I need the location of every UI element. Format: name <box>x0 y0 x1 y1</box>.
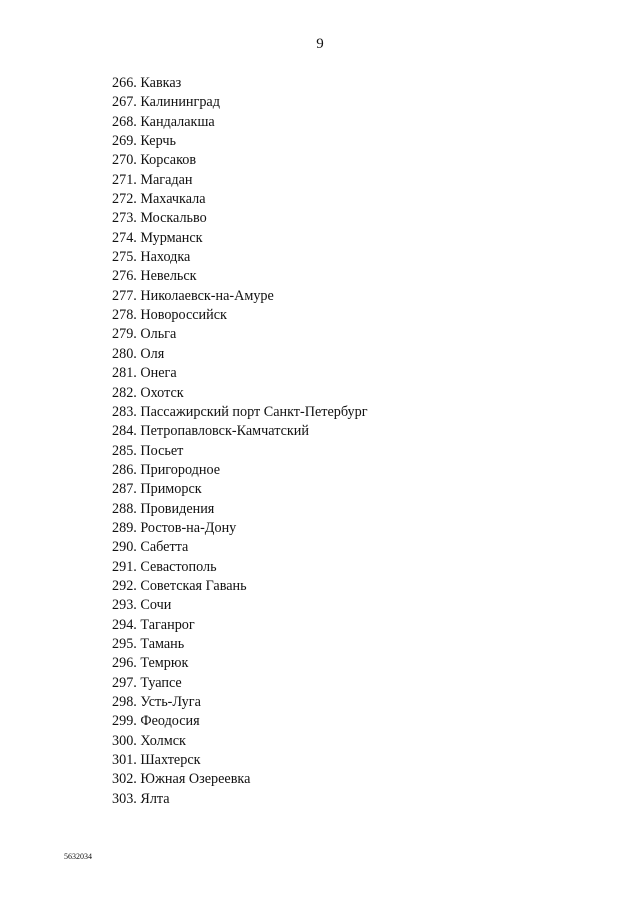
list-item <box>112 558 368 577</box>
item-number: 274. <box>112 229 137 246</box>
list-item <box>112 712 368 731</box>
item-number: 267. <box>112 94 137 111</box>
item-number: 292. <box>112 577 137 594</box>
item-number: 275. <box>112 249 137 266</box>
item-number: 279. <box>112 326 137 343</box>
list-item <box>112 635 368 654</box>
list-item <box>112 674 368 693</box>
list-item <box>112 577 368 596</box>
item-number: 273. <box>112 210 137 227</box>
list-item <box>112 461 368 480</box>
item-number: 271. <box>112 171 137 188</box>
list-item <box>112 596 368 615</box>
item-name: Петропавловск-Камчатский <box>140 423 309 440</box>
list-item <box>112 287 368 306</box>
list-item <box>112 654 368 673</box>
list-item <box>112 732 368 751</box>
item-number: 282. <box>112 384 137 401</box>
item-number: 269. <box>112 133 137 150</box>
item-number: 270. <box>112 152 137 169</box>
item-name: Пассажирский порт Санкт-Петербург <box>140 403 368 420</box>
item-name: Корсаков <box>140 152 197 169</box>
item-number: 276. <box>112 268 137 285</box>
item-number: 286. <box>112 461 137 478</box>
item-name: Посьет <box>140 442 184 459</box>
list-item <box>112 364 368 383</box>
item-name: Холмск <box>140 732 186 749</box>
list-item <box>112 422 368 441</box>
item-number: 300. <box>112 732 137 749</box>
list-item <box>112 480 368 499</box>
item-number: 298. <box>112 694 137 710</box>
item-name: Николаевск-на-Амуре <box>140 287 274 304</box>
item-name: Туапсе <box>140 674 182 691</box>
item-number: 283. <box>112 403 137 420</box>
port-list <box>112 74 368 809</box>
list-item <box>112 500 368 519</box>
item-number: 266. <box>112 75 137 91</box>
list-item <box>112 267 368 286</box>
item-name: Севастополь <box>140 558 217 575</box>
item-name: Сочи <box>140 597 172 614</box>
item-name: Кавказ <box>140 75 182 91</box>
list-item <box>112 345 368 364</box>
item-name: Южная Озереевка <box>140 771 251 788</box>
list-item <box>112 519 368 538</box>
item-number: 297. <box>112 674 137 691</box>
list-item <box>112 151 368 170</box>
item-number: 302. <box>112 771 137 788</box>
item-name: Онега <box>140 365 177 382</box>
item-number: 288. <box>112 500 137 517</box>
item-name: Темрюк <box>140 655 189 672</box>
item-name: Ростов-на-Дону <box>140 519 237 536</box>
item-name: Шахтерск <box>140 752 201 769</box>
item-name: Таганрог <box>140 616 195 633</box>
item-name: Феодосия <box>140 713 200 730</box>
list-item <box>112 171 368 190</box>
item-name: Приморск <box>140 481 202 498</box>
item-name: Невельск <box>140 268 197 285</box>
list-item <box>112 538 368 557</box>
item-number: 295. <box>112 635 137 652</box>
list-item <box>112 442 368 461</box>
item-name: Находка <box>140 249 191 266</box>
item-number: 291. <box>112 558 137 575</box>
item-number: 287. <box>112 481 137 498</box>
item-number: 303. <box>112 790 137 807</box>
item-number: 268. <box>112 113 137 130</box>
item-name: Сабетта <box>140 539 189 556</box>
document-code: 5632034 <box>64 852 92 861</box>
item-name: Усть-Луга <box>140 694 201 710</box>
item-number: 290. <box>112 539 137 556</box>
list-item <box>112 751 368 770</box>
list-item <box>112 403 368 422</box>
item-name: Ольга <box>140 326 177 343</box>
item-number: 281. <box>112 365 137 382</box>
list-item <box>112 616 368 635</box>
item-name: Тамань <box>140 635 185 652</box>
item-name: Керчь <box>140 133 176 150</box>
list-item <box>112 209 368 228</box>
page-number: 9 <box>316 36 324 52</box>
list-item <box>112 113 368 132</box>
list-item <box>112 248 368 267</box>
list-item <box>112 132 368 151</box>
item-number: 293. <box>112 597 137 614</box>
item-name: Москальво <box>140 210 207 227</box>
item-name: Охотск <box>140 384 184 401</box>
item-name: Пригородное <box>140 461 221 478</box>
item-number: 280. <box>112 345 137 362</box>
item-name: Калининград <box>140 94 220 111</box>
item-number: 272. <box>112 191 137 208</box>
list-item <box>112 74 368 93</box>
item-name: Советская Гавань <box>140 577 247 594</box>
list-item <box>112 790 368 809</box>
item-name: Кандалакша <box>140 113 215 130</box>
item-number: 277. <box>112 287 137 304</box>
item-name: Магадан <box>140 171 193 188</box>
list-item <box>112 229 368 248</box>
list-item <box>112 93 368 112</box>
list-item <box>112 306 368 325</box>
item-name: Ялта <box>140 790 170 807</box>
item-number: 285. <box>112 442 137 459</box>
list-item <box>112 325 368 344</box>
item-number: 289. <box>112 519 137 536</box>
item-number: 299. <box>112 713 137 730</box>
item-name: Новороссийск <box>140 307 227 324</box>
item-number: 301. <box>112 752 137 769</box>
item-name: Провидения <box>140 500 215 517</box>
item-number: 278. <box>112 307 137 324</box>
item-number: 294. <box>112 616 137 633</box>
item-name: Мурманск <box>140 229 203 246</box>
item-name: Махачкала <box>140 191 206 208</box>
item-name: Оля <box>140 345 165 362</box>
list-item <box>112 693 368 712</box>
item-number: 284. <box>112 423 137 440</box>
list-item <box>112 770 368 789</box>
item-number: 296. <box>112 655 137 672</box>
list-item <box>112 190 368 209</box>
list-item <box>112 384 368 403</box>
